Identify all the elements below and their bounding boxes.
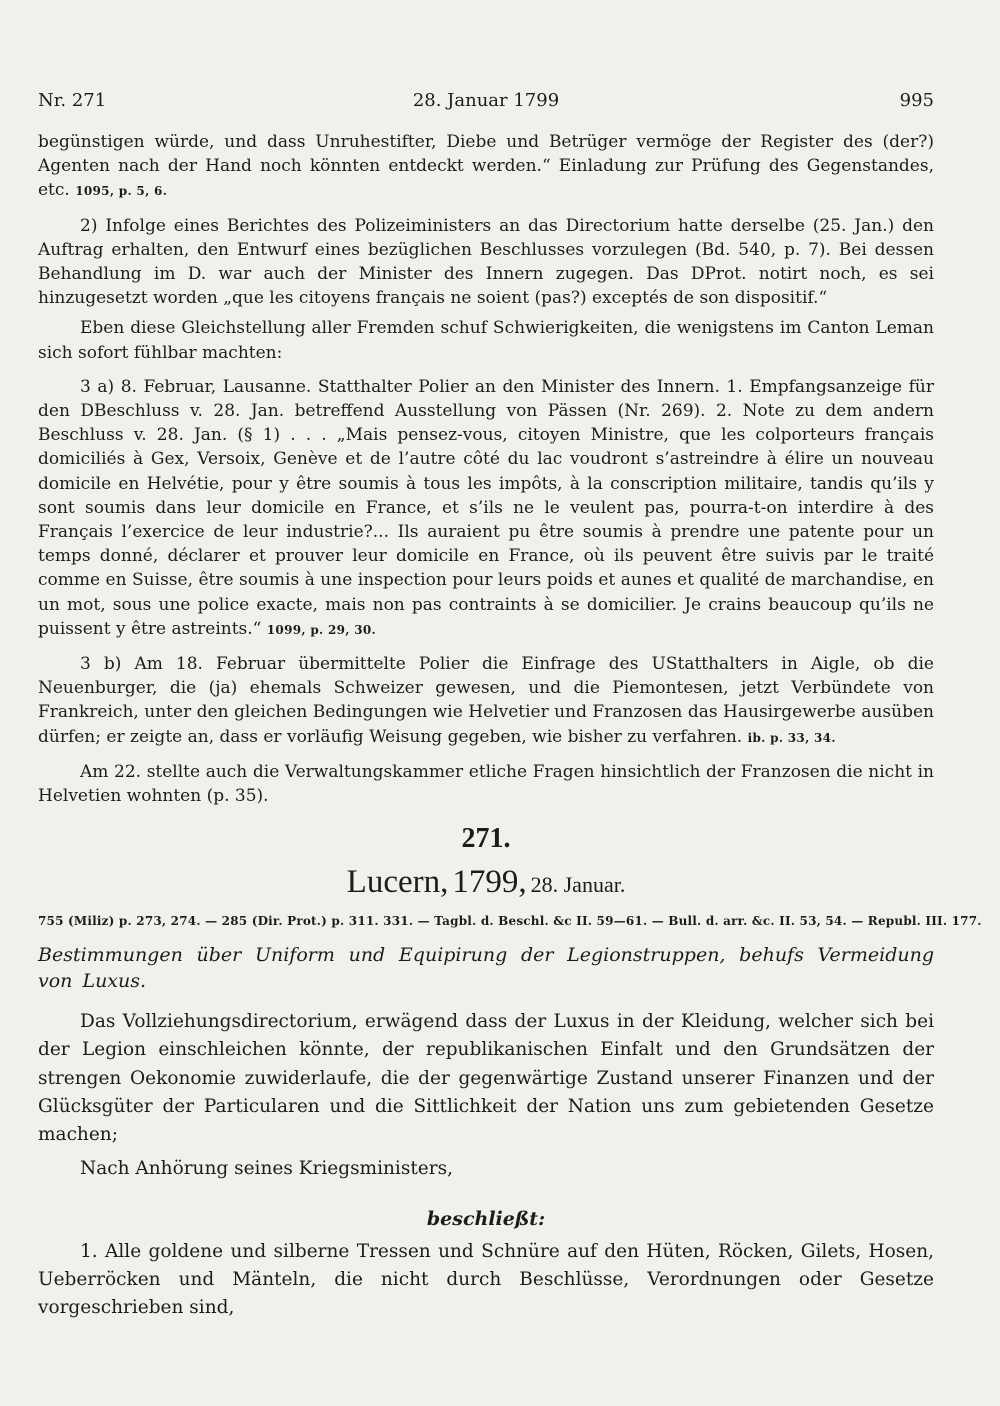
running-header — [38, 90, 934, 114]
act-decree-heading: beschließt: — [426, 1207, 546, 1230]
note-reference: ib. p. 33, 34. — [747, 730, 836, 745]
note-paragraph-2: 2) Infolge eines Berichtes des Polizeiministers an das Directorium hatte derselbe (25. Jan.) den Auftrag erhalten, den Entwurf eines bezüglichen Beschlusses vorzulegen (Bd. 540, p. 7). Bei dessen Behandlung im D. war auch der Minister des Innern zugegen. Das DProt. notirt noch, es sei hinzugesetzt worden „que les citoyens français ne soient (pas?) exceptés de son dispositif.“ — [38, 215, 934, 309]
note-paragraph-5 — [38, 652, 934, 750]
act-place: Lucern, — [346, 864, 449, 901]
act-place-date — [38, 864, 934, 906]
note-text: 3 b) Am 18. Februar übermittelte Polier die Einfrage des UStatthalters in Aigle, ob die Neuenburger, die (ja) ehemals Schweizer gewesen, und die Piemontesen, jetzt Verbündete von Frankreich, unter den gleichen Bedingungen wie Helvetier und Franzosen das Hausirgewerbe ausüben dürfen; er zeigte an, dass er vorläufig Weisung gegeben, wie bisher zu verfahren. — [38, 654, 934, 747]
act-consultation: Nach Anhörung seines Kriegsministers, — [80, 1158, 453, 1180]
note-reference: 1095, p. 5, 6. — [75, 184, 168, 199]
header-document-number: Nr. 271 — [38, 90, 107, 111]
note-paragraph-6: Am 22. stellte auch die Verwaltungskammer etliche Fragen hinsichtlich der Franzosen die nicht in Helvetien wohnten (p. 35). — [38, 761, 934, 807]
note-reference: 1099, p. 29, 30. — [266, 622, 377, 637]
act-year: 1799, — [452, 864, 527, 901]
act-article-1: 1. Alle goldene und silberne Tressen und Schnüre auf den Hüten, Röcken, Gilets, Hosen, Ueberröcken und Mänteln, die nicht durch Beschlüsse, Verordnungen oder Gesetze vorgeschrieben sind, — [38, 1240, 934, 1318]
act-sources: 755 (Miliz) p. 273, 274. — 285 (Dir. Prot.) p. 311. 331. — Tagbl. d. Beschl. &c II. 59—61. — Bull. d. arr. &c. II. 53, 54. — Republ. III. 177. — [38, 914, 982, 929]
act-preamble: Das Vollziehungsdirectorium, erwägend dass der Luxus in der Kleidung, welcher sich bei der Legion einschleichen könnte, der republikanischen Einfalt und den Grundsätzen der strengen Oekonomie zuwiderlaufe, die der gegenwärtige Zustand unserer Finanzen und der Glücksgüter der Particularen und die Sittlichkeit der Nation uns zum gebietenden Gesetze machen; — [38, 1011, 934, 1146]
act-number: 271. — [461, 823, 511, 855]
act-date: 28. Januar. — [530, 872, 626, 898]
page-body — [38, 130, 982, 1322]
note-paragraph-1 — [38, 130, 934, 204]
header-date: 28. Januar 1799 — [412, 90, 560, 111]
note-paragraph-3: Eben diese Gleichstellung aller Fremden schuf Schwierigkeiten, die wenigstens im Canton Leman sich sofort fühlbar machten: — [38, 318, 934, 363]
note-paragraph-4 — [38, 375, 934, 642]
act-subtitle: Bestimmungen über Uniform und Equipirung der Legionstruppen, behufs Vermeidung von Luxus. — [38, 944, 934, 993]
note-text: begünstigen würde, und dass Unruhestifter, Diebe und Betrüger vermöge der Register des (der?) Agenten nach der Hand noch könnten entdeckt werden.“ Einladung zur Prüfung des Gegenstandes, etc. — [38, 132, 934, 201]
header-page-number: 995 — [899, 90, 934, 111]
note-text: 3 a) 8. Februar, Lausanne. Statthalter Polier an den Minister des Innern. 1. Empfangsanzeige für den DBeschluss v. 28. Jan. betreffend Ausstellung von Pässen (Nr. 269). 2. Note zu dem andern Beschluss v. 28. Jan. (§ 1) . . . „Mais pensez-vous, citoyen Ministre, que les colporteurs français domiciliés à Gex, Versoix, Genève et de l’autre côté du lac voudront s’astreindre à élire un nouveau domicile en Helvétie, pour y être soumis à tous les impôts, à la conscription militaire, tandis qu’ils y sont soumis dans leur domicile en France, et s’ils ne le veulent pas, pourra-t-on interdire à des Français l’exercice de leur industrie?... Ils auraient pu être soumis à prendre une patente pour un temps donné, déclarer et prouver leur domicile en France, où ils peuvent être suivis par le traité comme en Suisse, être soumis à une inspection pour leurs poids et aunes et qualité de marchandise, en un mot, sous une police exacte, mais non pas contraints à se domicilier. Je crains beaucoup qu’ils ne puissent y être astreints.“ — [38, 376, 934, 639]
